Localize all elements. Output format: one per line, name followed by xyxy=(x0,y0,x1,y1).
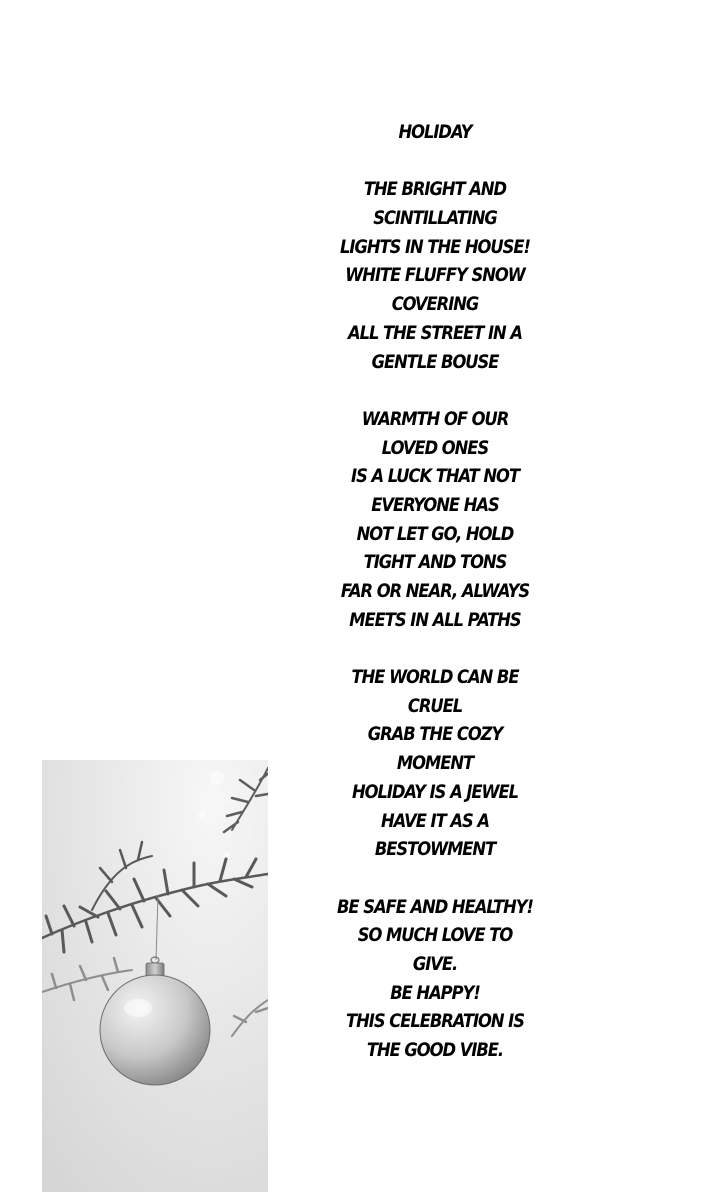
poem-line: BESTOWMENT xyxy=(374,838,496,861)
poem-line: MEETS IN ALL PATHS xyxy=(349,608,521,631)
poem-line: THE GOOD VIBE. xyxy=(366,1039,504,1061)
poem-line: WARMTH OF OUR xyxy=(361,407,509,430)
poem-line: GIVE. xyxy=(412,952,458,975)
poem-line: WHITE FLUFFY SNOW xyxy=(345,264,525,287)
poem-line: THE BRIGHT AND xyxy=(363,178,507,201)
stanza-gap xyxy=(336,376,534,405)
poem-line: HAVE IT AS A xyxy=(380,809,489,832)
poem-line: IS A LUCK THAT NOT xyxy=(351,465,519,488)
poem-line: CRUEL xyxy=(407,694,463,717)
poem-line: GENTLE BOUSE xyxy=(371,350,499,373)
poem-line: EVERYONE HAS xyxy=(371,493,499,516)
poem-line: LIGHTS IN THE HOUSE! xyxy=(340,235,530,258)
poem-line: LOVED ONES xyxy=(381,436,489,459)
poem-line: TIGHT AND TONS xyxy=(363,551,507,574)
poem-line: SCINTILLATING xyxy=(373,207,497,230)
poem-line: GRAB THE COZY xyxy=(367,723,503,746)
poem-line: BE SAFE AND HEALTHY! xyxy=(337,895,533,918)
poem-line: THIS CELEBRATION IS xyxy=(346,1010,524,1033)
stanza-gap xyxy=(336,864,534,893)
ornament-ball xyxy=(100,975,210,1085)
stanza-gap xyxy=(336,147,534,176)
poem-line: FAR OR NEAR, ALWAYS xyxy=(340,580,530,602)
ornament-photo xyxy=(42,760,268,1192)
poem xyxy=(336,118,534,1065)
poem-line: ALL THE STREET IN A xyxy=(348,321,522,344)
poem-line: HOLIDAY IS A JEWEL xyxy=(351,780,519,803)
poem-title: HOLIDAY xyxy=(398,121,472,143)
poem-line: COVERING xyxy=(391,293,479,316)
poem-line: NOT LET GO, HOLD xyxy=(356,522,514,545)
poem-line: BE HAPPY! xyxy=(390,981,480,1004)
poem-line: SO MUCH LOVE TO xyxy=(357,924,513,947)
stanza-gap xyxy=(336,634,534,663)
ornament-illustration xyxy=(42,760,268,1192)
poem-line: MOMENT xyxy=(396,752,474,775)
ornament-highlight xyxy=(124,999,152,1017)
poem-line: THE WORLD CAN BE xyxy=(351,666,519,689)
